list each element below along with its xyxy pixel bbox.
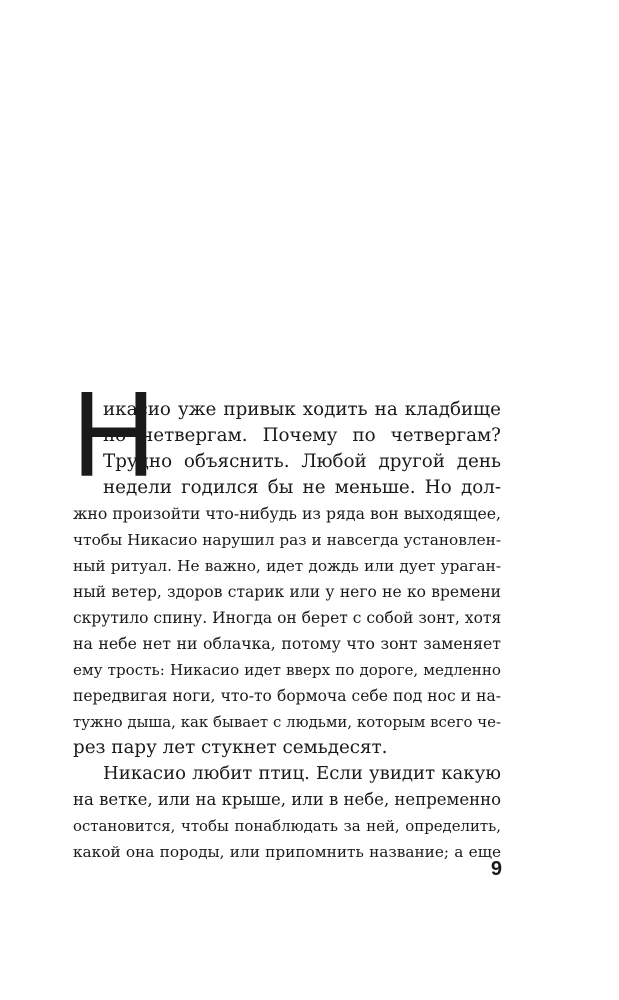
text-line: ный ритуал. Не важно, идет дождь или дует ураган- [73, 557, 501, 575]
text-line: по четвергам. Почему по четвергам? [103, 425, 501, 446]
text-line: жно произойти что-нибудь из ряда вон выходящее, [73, 504, 501, 523]
text-line: икасио уже привык ходить на кладбище [103, 399, 501, 420]
text-line: передвигая ноги, что-то бормоча себе под нос и на- [73, 687, 501, 705]
page-number: 9 [490, 858, 502, 880]
text-line: на ветке, или на крыше, или в небе, непременно [73, 790, 501, 809]
text-line: рез пару лет стукнет семьдесят. [73, 737, 388, 758]
drop-cap: Н [72, 366, 156, 502]
text-line: чтобы Никасио нарушил раз и навсегда установлен- [73, 531, 501, 549]
text-line: на небе нет ни облачка, потому что зонт заменяет [73, 634, 501, 653]
text-line: Трудно объяснить. Любой другой день [103, 451, 501, 472]
text-line: Никасио любит птиц. Если увидит какую [103, 763, 501, 784]
text-line: тужно дыша, как бывает с людьми, которым всего че- [73, 713, 501, 731]
text-line: скрутило спину. Иногда он берет с собой зонт, хотя [73, 609, 501, 627]
text-line: недели годился бы не меньше. Но дол- [103, 477, 501, 498]
text-line: ный ветер, здоров старик или у него не ко времени [73, 583, 501, 601]
text-line: ему трость: Никасио идет вверх по дороге, медленно [73, 661, 501, 679]
text-line: какой она породы, или припомнить название; а еще [73, 843, 501, 861]
text-line: остановится, чтобы понаблюдать за ней, определить, [73, 817, 501, 835]
